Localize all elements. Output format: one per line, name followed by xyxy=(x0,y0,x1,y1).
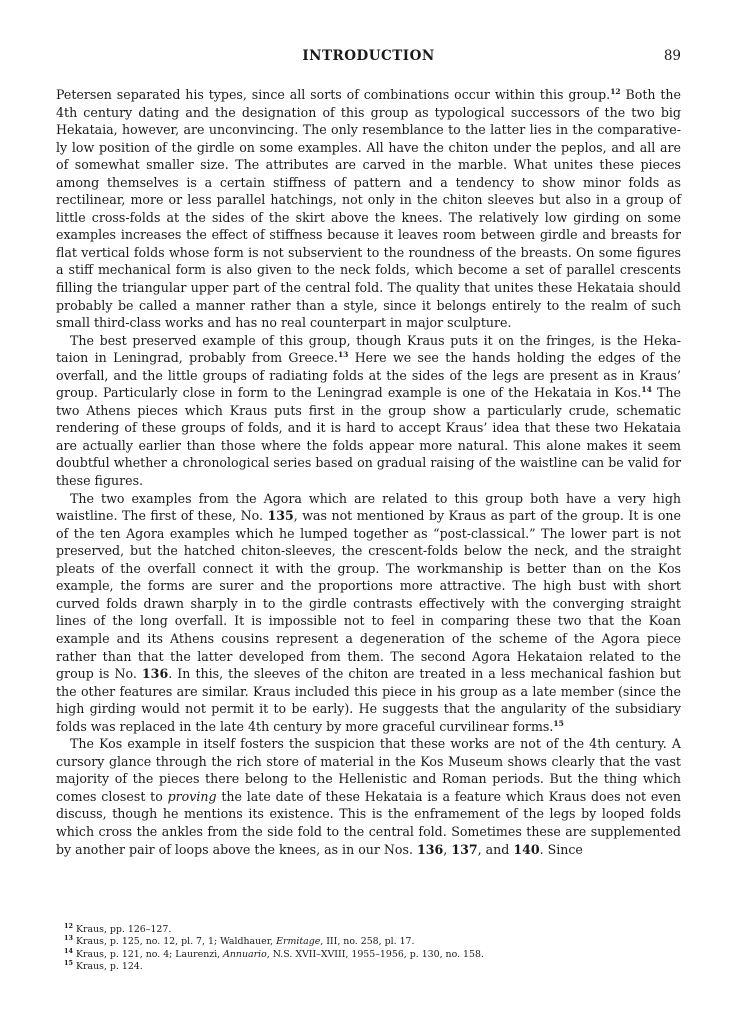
catalogue-number: 136 xyxy=(417,841,444,857)
footnote-number: 15 xyxy=(64,959,74,968)
footnote-reference: 14 xyxy=(641,385,652,395)
text-run: . Since xyxy=(539,841,583,857)
body-paragraph xyxy=(56,735,681,858)
body-paragraph xyxy=(56,332,681,490)
text-run: The two examples from the Agora which are related to this group both have a very high waistline. The first of these, No. xyxy=(56,490,681,524)
page xyxy=(56,48,681,858)
text-run: The Kos example in itself fosters the suspicion that these works are not of the 4th century. A cursory glance through the rich store of material in the Kos Museum shows clearly that the vast majority of the pieces there belong to the Hellenistic and Roman periods. But the thing which comes closest to xyxy=(56,736,681,804)
page-number: 89 xyxy=(663,48,681,64)
text-run: Kraus, p. 125, no. 12, pl. 7, 1; Waldhauer, xyxy=(73,936,277,948)
emphasis-text: Ermitage xyxy=(276,936,321,948)
emphasis-text: Annuario xyxy=(223,948,267,960)
footnote-reference: 13 xyxy=(337,350,349,360)
catalogue-number: 135 xyxy=(267,508,294,524)
catalogue-number: 137 xyxy=(451,841,478,857)
footnote-number: 12 xyxy=(64,921,74,930)
body-text xyxy=(56,86,681,858)
catalogue-number: 140 xyxy=(513,841,540,857)
running-title: INTRODUCTION xyxy=(302,48,435,64)
footnote-number: 14 xyxy=(64,946,74,955)
text-run: . In this, the sleeves of the chiton are treated in a less mechanical fashion but the other features are similar. Kraus included this piece in his group as a late member (since the high girding would not permit it to be early). He suggests that the angularity of the subsidiary folds was replaced in the late 4th century by more graceful curvilinear forms. xyxy=(56,666,681,734)
body-paragraph xyxy=(56,86,681,332)
footnote xyxy=(56,936,681,948)
text-run: Kraus, p. 124. xyxy=(73,961,143,973)
text-run: , N.S. XVII–XVIII, 1955–1956, p. 130, no. 158. xyxy=(266,948,484,960)
emphasis-text: proving xyxy=(167,788,217,804)
text-run: Kraus, pp. 126–127. xyxy=(73,924,172,935)
footnotes xyxy=(56,921,681,974)
text-run: , was not mentioned by Kraus as part of the group. It is one of the ten Agora examples which he lumped together as “post-classical.” The lower part is not preserved, but the hatched chiton-sleeves, the crescent-folds below the neck, and the straight pleats of the overfall connect it with the group. The workmanship is better than on the Kos example, the forms are surer and the proportions more attractive. The high bust with short curved folds drawn sharply in to the girdle contrasts effectively with the converging straight lines of the long overfall. It is impossible not to feel in comparing these two that the Koan example and its Athens cousins represent a degeneration of the scheme of the Agora piece rather than that the latter developed from them. The second Agora Hekataion related to the group is No. xyxy=(56,508,681,682)
text-run: The best preserved example of this group, though Kraus puts it on the fringes, is the Hekataion in Leningrad, probably from Greece. xyxy=(56,332,681,366)
catalogue-number: 136 xyxy=(141,666,169,682)
running-head xyxy=(56,48,681,68)
text-run: , xyxy=(443,841,452,857)
text-run: , III, no. 258, pl. 17. xyxy=(320,936,415,948)
footnote xyxy=(56,961,681,973)
text-run: Petersen separated his types, since all sorts of combinations occur within this group. xyxy=(56,87,611,102)
text-run: Kraus, p. 121, no. 4; Laurenzi, xyxy=(73,948,224,960)
footnote-reference: 15 xyxy=(553,718,564,728)
text-run: the late date of these Hekataia is a feature which Kraus does not even discuss, though he mentions its existence. This is the enframement of the legs by looped folds which cross the ankles from the side fold to the central fold. Sometimes these are supplemented by another pair of loops above the knees, as in our Nos. xyxy=(56,788,681,857)
footnote-number: 13 xyxy=(64,934,74,943)
footnote xyxy=(56,921,681,936)
body-paragraph xyxy=(56,490,681,736)
text-run: , and xyxy=(477,841,514,857)
text-run: Here we see the hands holding the edges of the overfall, and the little groups of radiating folds at the sides of the legs are present as in Kraus’ group. Particularly close in form to the Leningrad example is one of the Hekataia in Kos. xyxy=(56,350,682,401)
footnote-reference: 12 xyxy=(610,86,621,96)
footnote xyxy=(56,946,681,961)
text-run: The two Athens pieces which Kraus puts first in the group show a particularly crude, schematic rendering of these groups of folds, and it is hard to accept Kraus’ idea that these two Hekataia are actually earlier than those where the folds appear more natural. This alone makes it seem doubtful whether a chronological series based on gradual raising of the waistline can be valid for these figures. xyxy=(56,385,681,489)
text-run: Both the 4th century dating and the designation of this group as typological successors of the two big Hekataia, however, are unconvincing. The only resemblance to the latter lies in the comparatively low position of the girdle on some examples. All have the chiton under the peplos, and all are of somewhat smaller size. The attributes are carved in the marble. What unites these pieces among themselves is a certain stiffness of pattern and a tendency to show minor folds as rectilinear, more or less parallel hatchings, not only in the chiton sleeves but also in a group of little cross-folds at the sides of the skirt above the knees. The relatively low girding on some examples increases the effect of stiffness because it leaves room between girdle and breasts for flat vertical folds whose form is not subservient to the roundness of the breasts. On some figures a stiff mechanical form is also given to the neck folds, which become a set of parallel crescents filling the triangular upper part of the central fold. The quality that unites these Hekataia should probably be called a manner rather than a style, since it belongs entirely to the realm of such small third-class works and has no real counterpart in major sculpture. xyxy=(56,87,681,331)
